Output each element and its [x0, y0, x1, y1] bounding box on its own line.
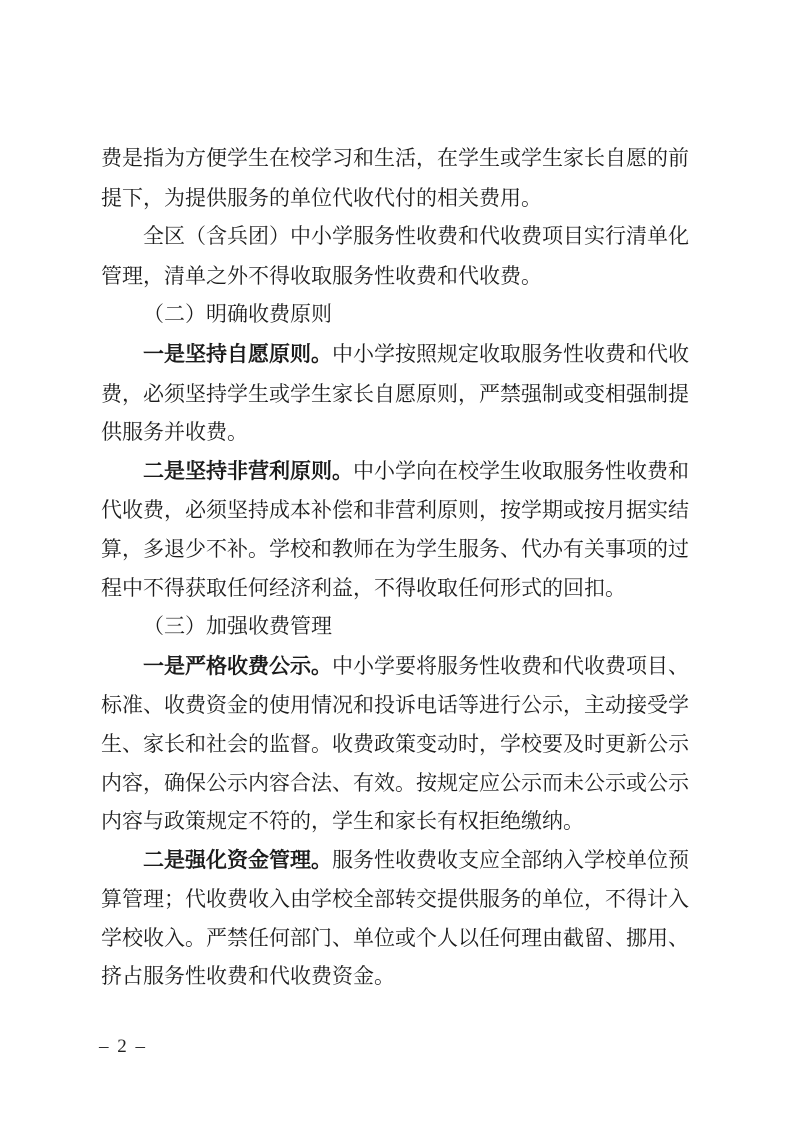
paragraph-text: （三）加强收费管理 [143, 614, 332, 639]
paragraph-lead-bold: 二是强化资金管理。 [143, 848, 332, 872]
document-body [101, 139, 689, 996]
paragraph-lead-bold: 二是坚持非营利原则。 [143, 459, 353, 483]
body-paragraph [101, 647, 689, 841]
paragraph-text: 中小学向在校学生收取服务性收费和代收费，必须坚持成本补偿和非营利原则，按学期或按月据实结算，多退少不补。学校和教师在为学生服务、代办有关事项的过程中不得获取任何经济利益，不得收取任何形式的回扣。 [101, 458, 689, 600]
body-paragraph [101, 217, 689, 295]
section-heading [101, 607, 689, 647]
page-number: – 2 – [99, 1036, 147, 1057]
paragraph-lead-bold: 一是坚持自愿原则。 [143, 342, 332, 366]
paragraph-text: 服务性收费收支应全部纳入学校单位预算管理；代收费收入由学校全部转交提供服务的单位，不得计入学校收入。严禁任何部门、单位或个人以任何理由截留、挪用、挤占服务性收费和代收费资金。 [101, 847, 689, 989]
body-paragraph [101, 841, 689, 996]
section-heading [101, 295, 689, 335]
paragraph-text: 中小学按照规定收取服务性收费和代收费，必须坚持学生或学生家长自愿原则，严禁强制或变相强制提供服务并收费。 [101, 341, 689, 445]
body-paragraph [101, 452, 689, 607]
body-paragraph [101, 139, 689, 217]
paragraph-text: 中小学要将服务性收费和代收费项目、标准、收费资金的使用情况和投诉电话等进行公示，主动接受学生、家长和社会的监督。收费政策变动时，学校要及时更新公示内容，确保公示内容合法、有效。按规定应公示而未公示或公示内容与政策规定不符的，学生和家长有权拒绝缴纳。 [101, 653, 689, 834]
body-paragraph [101, 335, 689, 452]
paragraph-text: 全区（含兵团）中小学服务性收费和代收费项目实行清单化管理，清单之外不得收取服务性收费和代收费。 [101, 224, 689, 288]
paragraph-lead-bold: 一是严格收费公示。 [143, 654, 332, 678]
paragraph-text: 费是指为方便学生在校学习和生活，在学生或学生家长自愿的前提下，为提供服务的单位代收代付的相关费用。 [101, 146, 689, 210]
paragraph-text: （二）明确收费原则 [143, 302, 332, 327]
